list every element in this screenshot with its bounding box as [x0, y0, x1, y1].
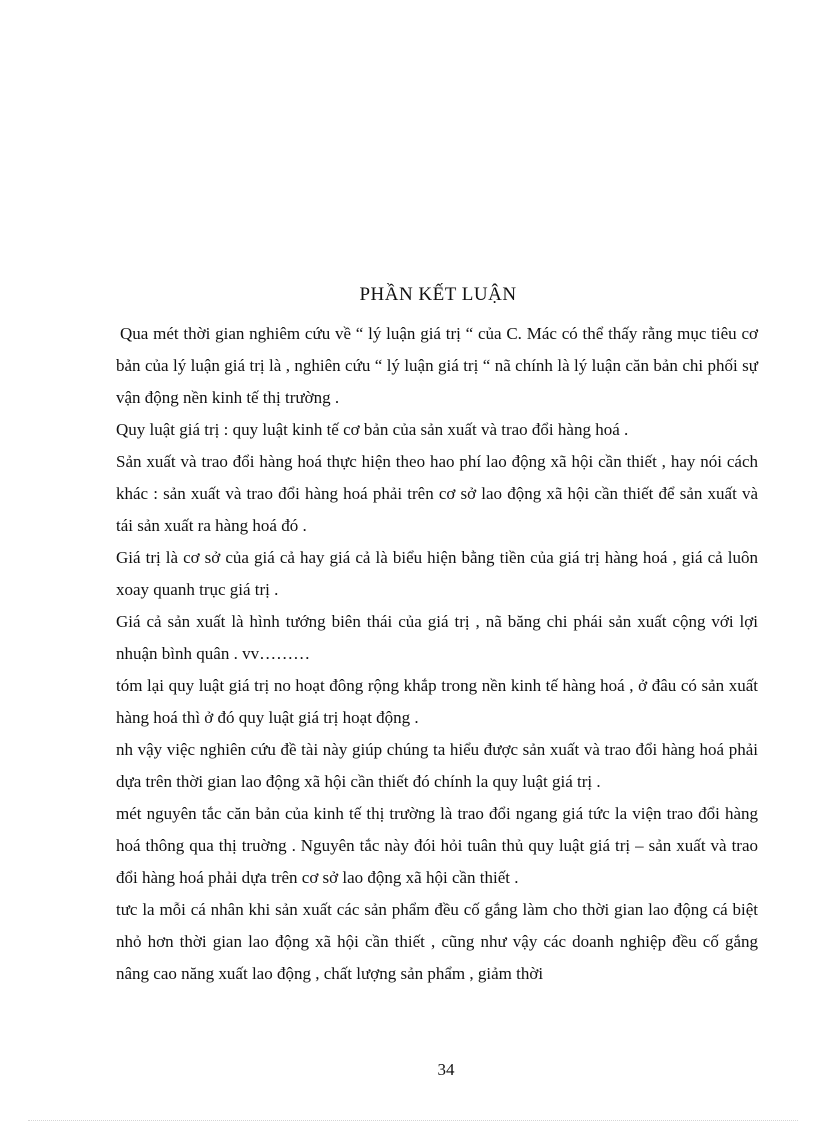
paragraph-research-meaning: nh vậy việc nghiên cứu đề tài này giúp chúng ta hiểu được sản xuất và trao đổi hàng hoá phải dựa trên thời gian lao động xã hội cần thiết đó chính la quy luật giá trị . [116, 740, 758, 791]
paragraph-production-exchange: Sản xuất và trao đổi hàng hoá thực hiện theo hao phí lao động xã hội cần thiết , hay nói cách khác : sản xuất và trao đổi hàng hoá phải trên cơ sở lao động xã hội cần thiết để sản xuất và tái sản xuất ra hàng hoá đó . [116, 452, 758, 535]
section-title: PHẦN KẾT LUẬN [359, 284, 517, 305]
paragraph-value-price: Giá trị là cơ sở của giá cả hay giá cả là biểu hiện bằng tiền của giá trị hàng hoá , giá cả luôn xoay quanh trục giá trị . [116, 548, 758, 599]
document-body [116, 318, 758, 990]
paragraph-summary: tóm lại quy luật giá trị no hoạt đông rộng khắp trong nền kinh tế hàng hoá , ở đâu có sản xuất hàng hoá thì ở đó quy luật giá trị hoạt động . [116, 676, 758, 727]
paragraph-intro: Qua mét thời gian nghiêm cứu về “ lý luận giá trị “ của C. Mác có thể thấy rằng mục tiêu cơ bản của lý luận giá trị là , nghiên cứu “ lý luận giá trị “ nã chính là lý luận căn bản chi phối sự vận động nền kinh tế thị trường . [116, 324, 758, 407]
paragraph-value-law: Quy luật giá trị : quy luật kinh tế cơ bản của sản xuất và trao đổi hàng hoá . [116, 420, 629, 439]
footer-divider [28, 1120, 798, 1121]
paragraph-market-principle: mét nguyên tắc căn bản của kinh tế thị trường là trao đổi ngang giá tức la viện trao đổi hàng hoá thông qua thị truờng . Nguyên tắc này đói hỏi tuân thủ quy luật giá trị – sản xuất và trao đổi hàng hoá phải dựa trên cơ sở lao động xã hội cần thiết . [116, 804, 758, 887]
paragraph-production-price: Giá cả sản xuất là hình tướng biên thái của giá trị , nã băng chi phái sản xuất cộng với lợi nhuận bình quân . vv……… [116, 612, 758, 663]
paragraph-individual-producers: tưc la mỗi cá nhân khi sản xuất các sản phẩm đều cố gắng làm cho thời gian lao động cá biệt nhỏ hơn thời gian lao động xã hội cần thiết , cũng như vậy các doanh nghiệp đều cố gắng nâng cao năng xuất lao động , chất lượng sản phẩm , giảm thời [116, 900, 758, 983]
page-number: 34 [437, 1060, 455, 1079]
